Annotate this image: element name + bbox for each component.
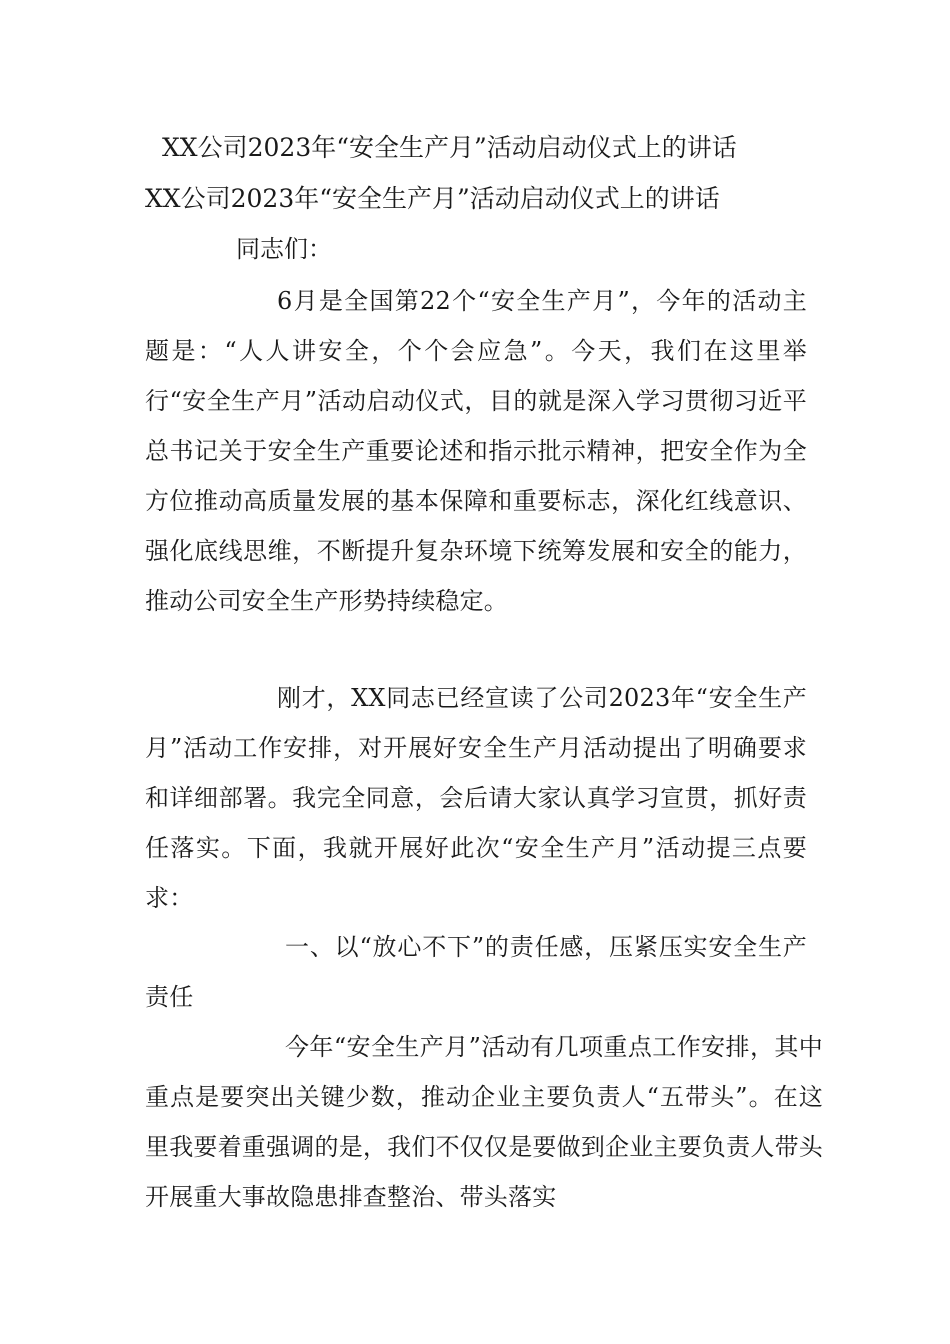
section-heading-1: 一、以“放心不下”的责任感，压紧压实安全生产责任 bbox=[145, 933, 807, 1011]
salutation: 同志们： bbox=[236, 235, 332, 263]
document-title-repeat: XX公司2023年“安全生产月”活动启动仪式上的讲话 bbox=[145, 184, 720, 213]
document-title: XX公司2023年“安全生产月”活动启动仪式上的讲话 bbox=[162, 133, 737, 162]
paragraph-arrangement: 刚才，XX同志已经宣读了公司2023年“安全生产月”活动工作安排，对开展好安全生产月活动提出了明确要求和详细部署。我完全同意，会后请大家认真学习宣贯，抓好责任落实。下面，我就开展好此次“安全生产月”活动提三点要求： bbox=[145, 684, 807, 912]
paragraph-intro: 6月是全国第22个“安全生产月”，今年的活动主题是：“人人讲安全，个个会应急”。今天，我们在这里举行“安全生产月”活动启动仪式，目的就是深入学习贯彻习近平总书记关于安全生产重要论述和指示批示精神，把安全作为全方位推动高质量发展的基本保障和重要标志，深化红线意识、强化底线思维，不断提升复杂环境下统筹发展和安全的能力，推动公司安全生产形势持续稳定。 bbox=[145, 287, 807, 615]
paragraph-section-1: 今年“安全生产月”活动有几项重点工作安排，其中重点是要突出关键少数，推动企业主要负责人“五带头”。在这里我要着重强调的是，我们不仅仅是要做到企业主要负责人带头开展重大事故隐患排查整治、带头落实 bbox=[145, 1033, 823, 1211]
